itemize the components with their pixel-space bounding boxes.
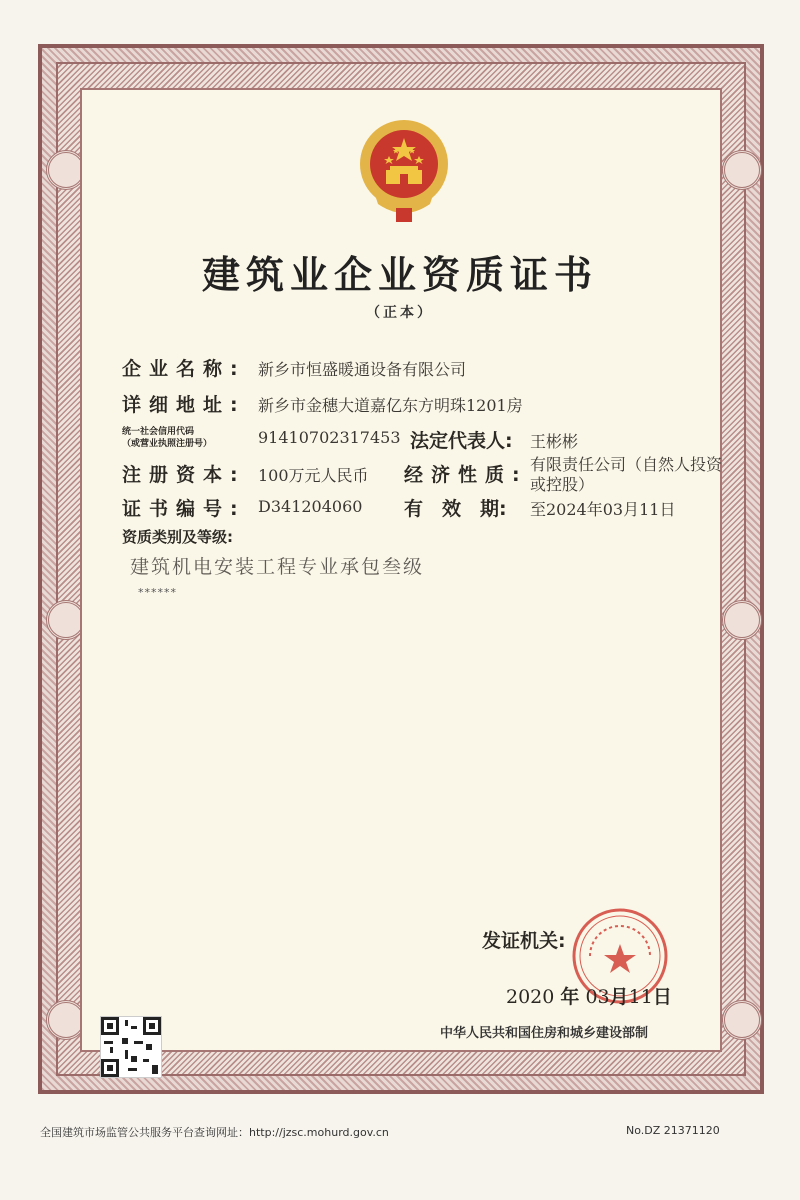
border-ornament: [722, 1000, 762, 1040]
issue-month-char: 月: [609, 986, 629, 1008]
certificate-subtitle: （正本）: [366, 305, 434, 321]
economic-nature-value-cont: 或控股）: [530, 475, 595, 494]
issue-date: [506, 982, 672, 1009]
issue-month: 03: [585, 986, 610, 1008]
economic-nature-value: 有限责任公司（自然人投资: [530, 455, 723, 474]
footer-serial-number: No.DZ 21371120: [626, 1124, 720, 1137]
qr-code-icon: [100, 1016, 162, 1078]
border-ornament: [722, 150, 762, 190]
company-name-value: 新乡市恒盛暖通设备有限公司: [258, 360, 467, 379]
capital-value: 100万元人民币: [258, 466, 369, 485]
issue-year: 2020: [506, 986, 555, 1008]
national-emblem-icon: [356, 112, 452, 224]
issue-day: 11: [628, 986, 653, 1008]
credit-code-value: 91410702317453: [258, 428, 401, 447]
capital-label: 注册资本:: [122, 464, 246, 486]
cert-number-label: 证书编号:: [122, 498, 246, 520]
address-label: 详细地址:: [122, 394, 246, 416]
address-value: 新乡市金穗大道嘉亿东方明珠1201房: [258, 396, 523, 415]
cert-number-value: D341204060: [258, 497, 363, 516]
validity-label: 有 效 期:: [404, 498, 507, 520]
footer-query-url: 全国建筑市场监管公共服务平台查询网址：http://jzsc.mohurd.gov.cn: [40, 1126, 389, 1139]
certificate-title: 建筑业企业资质证书: [201, 252, 598, 297]
legal-rep-label: 法定代表人:: [410, 430, 513, 452]
qualification-stars: ******: [138, 586, 177, 599]
qualification-label: 资质类别及等级:: [122, 528, 233, 546]
ministry-name: 中华人民共和国住房和城乡建设部制: [440, 1026, 649, 1041]
economic-nature-label: 经济性质:: [404, 464, 528, 486]
issuer-label: 发证机关:: [482, 930, 566, 952]
credit-code-label-sub: （或营业执照注册号）: [122, 439, 213, 449]
qualification-value: 建筑机电安装工程专业承包叁级: [130, 556, 425, 578]
issue-year-char: 年: [560, 986, 580, 1008]
validity-value: 至2024年03月11日: [530, 500, 676, 519]
company-name-label: 企业名称:: [122, 358, 246, 380]
issue-day-char: 日: [652, 986, 672, 1008]
legal-rep-value: 王彬彬: [530, 432, 579, 451]
credit-code-label: 统一社会信用代码: [122, 427, 195, 437]
border-ornament: [722, 600, 762, 640]
